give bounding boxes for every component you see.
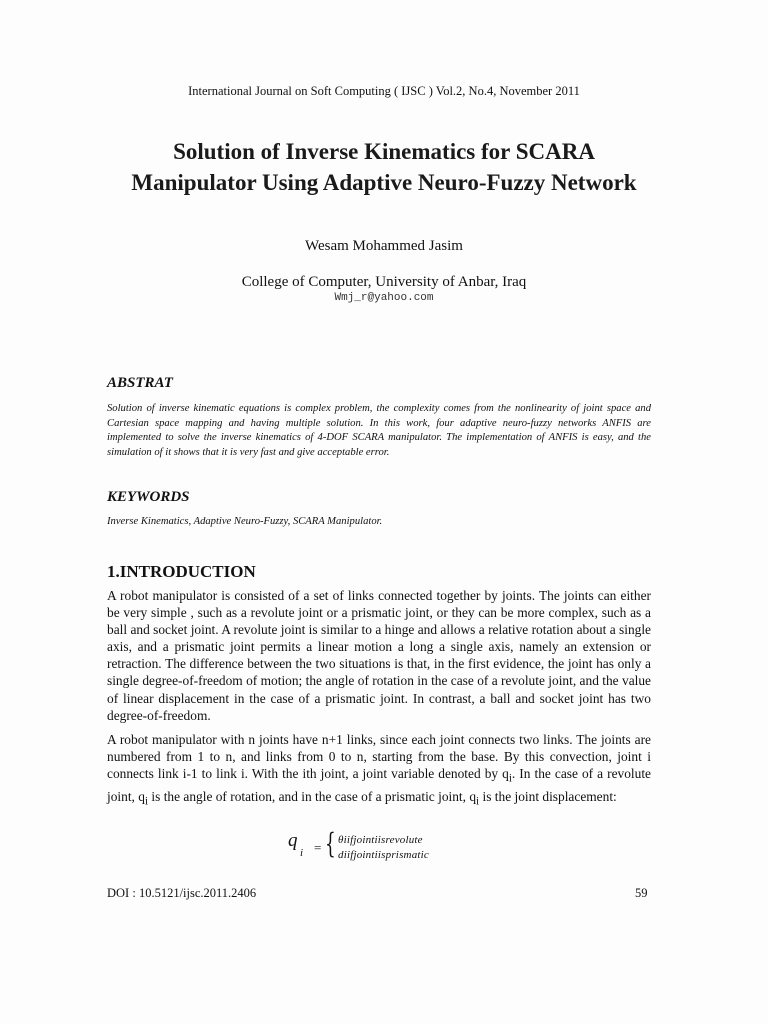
footer-page-number: 59 bbox=[635, 886, 648, 900]
introduction-heading: 1.INTRODUCTION bbox=[107, 562, 256, 581]
joint-variable-formula bbox=[282, 828, 482, 868]
formula-lhs: q bbox=[288, 830, 298, 851]
para2-subscript-1: i bbox=[508, 772, 512, 785]
introduction-paragraph-2 bbox=[107, 731, 651, 811]
para2-text-1: A robot manipulator with n joints have n+1 links, since each joint connects two links. The joints are numbered from 1 to n, and links from 0 to n, starting from the base. By this convection, joint i connects link i-1 to link i. With the ith joint, a joint variable denoted by q bbox=[107, 732, 651, 782]
keywords-text: Inverse Kinematics, Adaptive Neuro-Fuzzy, SCARA Manipulator. bbox=[107, 516, 383, 527]
footer-doi: DOI : 10.5121/ijsc.2011.2406 bbox=[107, 886, 257, 900]
keywords-heading: KEYWORDS bbox=[107, 489, 190, 505]
para2-text-4: is the joint displacement: bbox=[479, 788, 617, 804]
formula-equals: = bbox=[314, 840, 322, 855]
para2-text-3: is the angle of rotation, and in the case of a prismatic joint, q bbox=[148, 788, 477, 804]
journal-header: International Journal on Soft Computing ( IJSC ) Vol.2, No.4, November 2011 bbox=[188, 84, 580, 98]
author-name: Wesam Mohammed Jasim bbox=[305, 238, 463, 254]
abstract-text: Solution of inverse kinematic equations is complex problem, the complexity comes from the nonlinearity of joint space and Cartesian space mapping and having multiple solution. In this work, four adaptive neuro-fuzzy networks ANFIS are implemented to solve the inverse kinematics of 4-DOF SCARA manipulator. The implementation of ANFIS is easy, and the simulation of it shows that it is very fast and give acceptable error. bbox=[107, 403, 651, 458]
para2-subscript-2: i bbox=[144, 795, 149, 808]
formula-lhs-subscript: i bbox=[300, 847, 304, 859]
para2-subscript-3: i bbox=[476, 795, 480, 808]
introduction-paragraph-1: A robot manipulator is consisted of a set of links connected together by joints. The joints can either be very simple , such as a revolute joint or a prismatic joint, or they can be more complex, such as a ball and socket joint. A revolute joint is similar to a hinge and allows a relative rotation about a single axis, and a prismatic joint permits a linear motion a long a single axis, namely an extension or retraction. The difference between the two situations is that, in the first evidence, the joint has only a single degree-of-freedom of motion; the angle of rotation in the case of a revolute joint, and the value of linear displacement in the case of a prismatic joint. In contrast, a ball and socket joint has two degree-of-freedom. bbox=[107, 588, 651, 723]
abstract-heading: ABSTRAT bbox=[107, 375, 173, 391]
formula-case-prismatic: diifjointiisprismatic bbox=[338, 849, 429, 861]
formula-case-revolute: θiifjointiisrevolute bbox=[338, 834, 423, 846]
para2-text-2: . In the case of a revolute joint, q bbox=[107, 766, 651, 804]
paper-title: Solution of Inverse Kinematics for SCARA Manipulator Using Adaptive Neuro-Fuzzy Network bbox=[131, 139, 637, 195]
author-affiliation: College of Computer, University of Anbar, Iraq bbox=[241, 274, 527, 290]
formula-brace: { bbox=[325, 827, 336, 860]
author-email: Wmj_r@yahoo.com bbox=[334, 292, 434, 304]
